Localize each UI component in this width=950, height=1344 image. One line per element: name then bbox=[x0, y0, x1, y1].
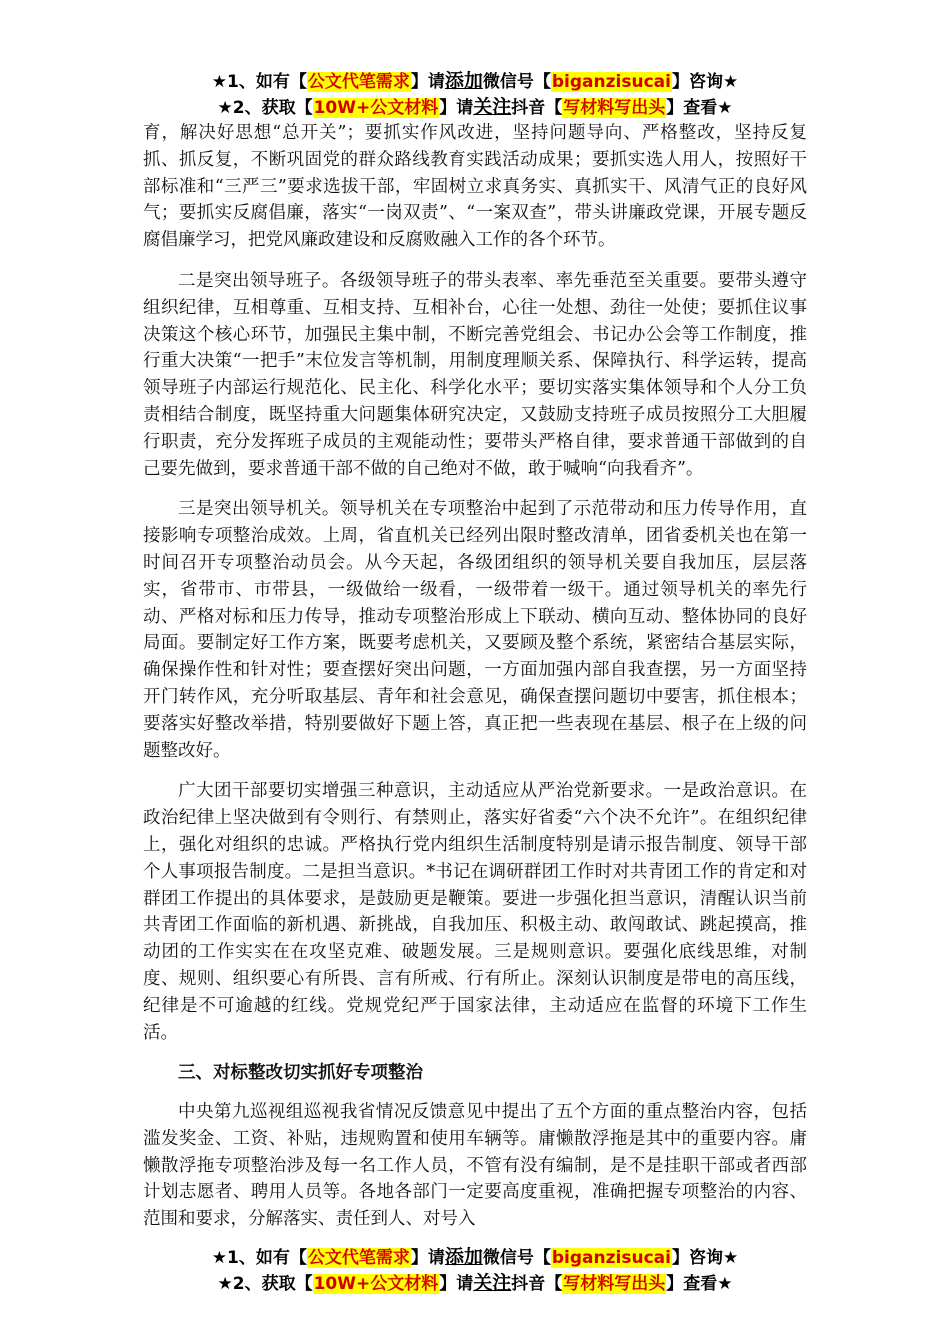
paragraph-special-rectification: 中央第九巡视组巡视我省情况反馈意见中提出了五个方面的重点整治内容，包括滥发奖金、工资、补贴，违规购置和使用车辆等。庸懒散浮拖是其中的重要内容。庸懒散浮拖专项整治涉及每一名工作人员，不管有没有编制，是不是挂职干部或者西部计划志愿者、聘用人员等。各地各部门一定要高度重视，准确把握专项整治的内容、范围和要求，分解落实、责任到人、对号入 bbox=[143, 1102, 807, 1230]
highlight-materials: 10W+公文材料 bbox=[313, 98, 439, 118]
paragraph-leadership-organs: 三是突出领导机关。领导机关在专项整治中起到了示范带动和压力传导作用，直接影响专项整治成效。上周，省直机关已经列出限时整改清单，团省委机关也在第一时间召开专项整治动员会。从今天起，各级团组织的领导机关要自我加压，层层落实，省带市、市带县，一级做给一级看，一级带着一级干。通过领导机关的率先行动、严格对标和压力传导，推动专项整治形成上下联动、横向互动、整体协同的良好局面。要制定好工作方案，既要考虑机关，又要顾及整个系统，紧密结合基层实际，确保操作性和针对性；要查摆好突出问题，一方面加强内部自我查摆，另一方面坚持开门转作风，充分听取基层、青年和社会意见，确保查摆问题切中要害，抓住根本；要落实好整改举措，特别要做好下题上答，真正把一些表现在基层、根子在上级的问题整改好。 bbox=[143, 499, 807, 761]
highlight-douyin-account: 写材料写出头 bbox=[563, 1274, 666, 1294]
footer-promo-banner bbox=[0, 1244, 950, 1296]
paragraph-continued: 育，解决好思想“总开关”；要抓实作风改进，坚持问题导向、严格整改，坚持反复抓、抓反复，不断巩固党的群众路线教育实践活动成果；要抓实选人用人，按照好干部标准和“三严三”要求选拔干部，牢固树立求真务实、真抓实干、风清气正的良好风气；要抓实反腐倡廉，落实“一岗双责”、“一案双查”，带头讲廉政党课，开展专题反腐倡廉学习，把党风廉政建设和反腐败融入工作的各个环节。 bbox=[143, 123, 807, 251]
promo-line-1: ★1、如有【公文代笔需求】请添加微信号【biganzisucai】咨询★ bbox=[211, 1246, 739, 1268]
document-body bbox=[143, 120, 807, 1247]
paragraph-three-awareness: 广大团干部要切实增强三种意识，主动适应从严治党新要求。一是政治意识。在政治纪律上坚决做到有令则行、有禁则止，落实好省委“六个决不允许”。在组织纪律上，强化对组织的忠诚。严格执行党内组织生活制度特别是请示报告制度、领导干部个人事项报告制度。二是担当意识。*书记在调研群团工作时对共青团工作的肯定和对群团工作提出的具体要求，是鼓励更是鞭策。要进一步强化担当意识，清醒认识当前共青团工作面临的新机遇、新挑战，自我加压、积极主动、敢闯敢试、跳起摸高，推动团的工作实实在在攻坚克难、破题发展。三是规则意识。要强化底线思维，对制度、规则、组织要心有所畏、言有所戒、行有所止。深刻认识制度是带电的高压线，纪律是不可逾越的红线。党规党纪严于国家法律，主动适应在监督的环境下工作生活。 bbox=[143, 781, 807, 1043]
highlight-douyin-account: 写材料写出头 bbox=[563, 98, 666, 118]
promo-line-2: ★2、获取【10W+公文材料】请关注抖音【写材料写出头】查看★ bbox=[217, 96, 733, 118]
promo-line-2: ★2、获取【10W+公文材料】请关注抖音【写材料写出头】查看★ bbox=[217, 1272, 733, 1294]
header-promo-banner bbox=[0, 68, 950, 120]
promo-line-1: ★1、如有【公文代笔需求】请添加微信号【biganzisucai】咨询★ bbox=[211, 70, 739, 92]
highlight-wechat-id: biganzisucai bbox=[551, 72, 671, 92]
highlight-materials: 10W+公文材料 bbox=[313, 1274, 439, 1294]
highlight-wechat-id: biganzisucai bbox=[551, 1248, 671, 1268]
highlight-service: 公文代笔需求 bbox=[307, 1248, 410, 1268]
highlight-service: 公文代笔需求 bbox=[307, 72, 410, 92]
section-heading-three: 三、对标整改切实抓好专项整治 bbox=[178, 1063, 423, 1084]
paragraph-leadership-team: 二是突出领导班子。各级领导班子的带头表率、率先垂范至关重要。要带头遵守组织纪律，互相尊重、互相支持、互相补台，心往一处想、劲往一处使；要抓住议事决策这个核心环节，加强民主集中制，不断完善党组会、书记办公会等工作制度，推行重大决策“一把手”末位发言等机制，用制度理顺关系、保障执行、科学运转，提高领导班子内部运行规范化、民主化、科学化水平；要切实落实集体领导和个人分工负责相结合制度，既坚持重大问题集体研究决定，又鼓励支持班子成员按照分工大胆履行职责，充分发挥班子成员的主观能动性；要带头严格自律，要求普通干部做到的自己要先做到，要求普通干部不做的自己绝对不做，敢于喊响“向我看齐”。 bbox=[143, 270, 807, 479]
